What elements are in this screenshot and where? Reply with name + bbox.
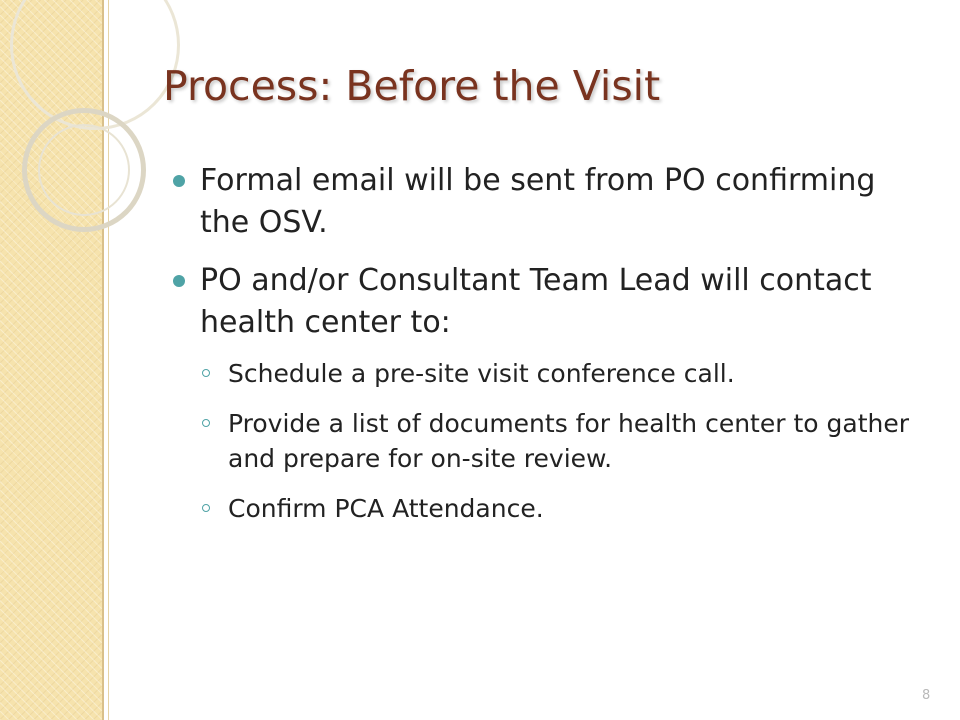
sub-bullet-item [170,406,910,476]
page-number: 8 [922,688,931,703]
sub-bullet-text: Confirm PCA Attendance. [228,494,544,523]
bullet-ring-icon [202,504,210,512]
sub-bullet-item [170,491,910,526]
sub-bullet-text: Schedule a pre-site visit conference call. [228,359,735,388]
bullet-item [170,160,910,244]
sub-bullet-text: Provide a list of documents for health center to gather and prepare for on-site review. [228,409,910,473]
bullet-dot-icon [173,175,185,187]
bullet-item [170,260,910,344]
sub-bullet-list [170,356,910,526]
decorative-ring [38,124,130,216]
bullet-ring-icon [202,419,210,427]
sub-bullet-item [170,356,910,391]
bullet-text: Formal email will be sent from PO confirming the OSV. [200,163,876,240]
bullet-text: PO and/or Consultant Team Lead will contact health center to: [200,263,872,340]
bullet-ring-icon [202,369,210,377]
slide-title: Process: Before the Visit [163,62,661,110]
slide-content [170,160,910,541]
bullet-dot-icon [173,275,185,287]
